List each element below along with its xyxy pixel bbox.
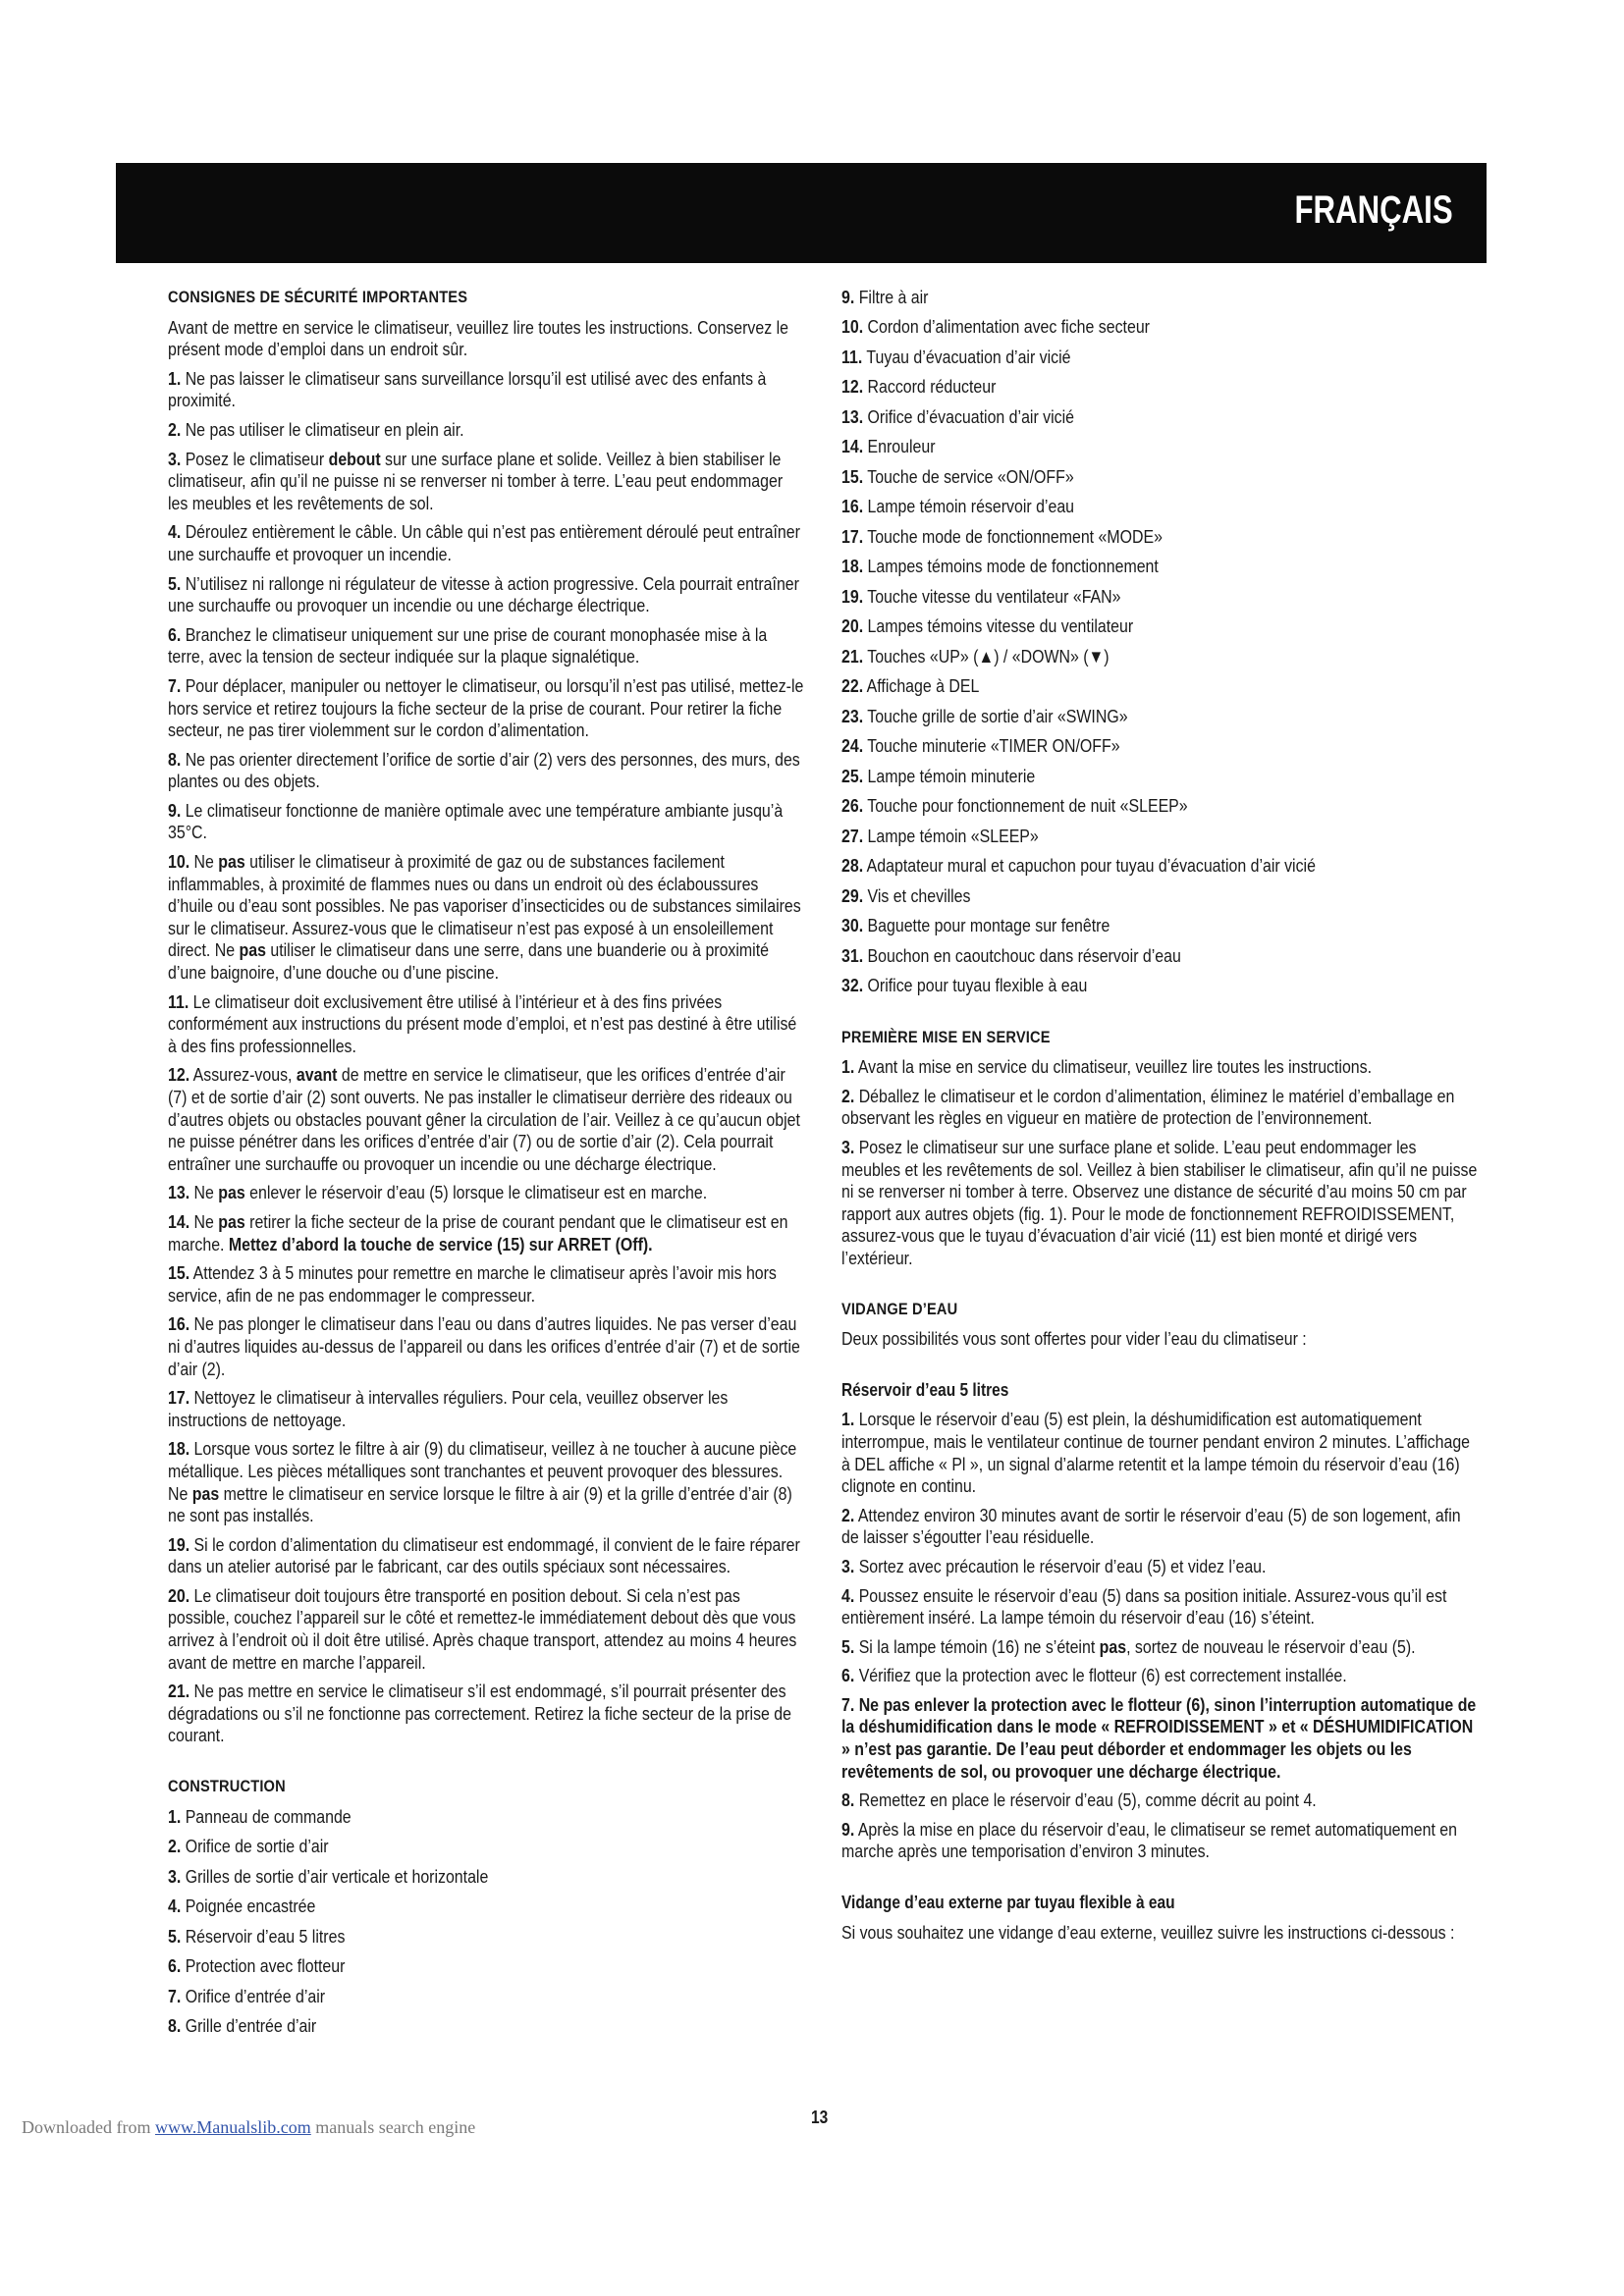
- construction-item: [841, 646, 1478, 668]
- item-text: Ne: [193, 851, 219, 873]
- item-text: Lampe témoin «SLEEP»: [867, 825, 1039, 846]
- item-text: sur une surface plane et solide. Veillez à bien stabiliser le climatiseur, afin qu’il ne puisse ni se renverser ni tomber à terre. L’eau peut endommager les meubles et les revêtements de sol.: [168, 448, 784, 513]
- construction-item: [841, 556, 1478, 578]
- item-text: Touche de service «ON/OFF»: [867, 465, 1074, 487]
- construction-item: [168, 1806, 804, 1829]
- item-number: 3.: [841, 1555, 855, 1576]
- item-text: Protection avec flotteur: [185, 1955, 346, 1977]
- item-text: Branchez le climatiseur uniquement sur une prise de courant monophasée mise à la terre, avec la tension de secteur indiquée sur la plaque signalétique.: [168, 623, 768, 667]
- safety-intro: Avant de mettre en service le climatiseur, veuillez lire toutes les instructions. Conservez le présent mode d’emploi dans un endroit sûr.: [168, 316, 788, 360]
- construction-item: [841, 526, 1478, 549]
- item-text: Raccord réducteur: [867, 376, 997, 398]
- item-number: 30.: [841, 915, 864, 936]
- item-text: Cordon d’alimentation avec fiche secteur: [867, 316, 1150, 338]
- item-number: 13.: [841, 405, 864, 427]
- language-title: FRANÇAIS: [1294, 188, 1453, 232]
- item-text: Pour déplacer, manipuler ou nettoyer le climatiseur, ou lorsqu’il n’est pas utilisé, mettez-le hors service et retirez toujours la fiche secteur de la prise de courant. Pour retirer la fiche secteur, ne pas tirer violemment sur le cordon d’alimentation.: [168, 674, 804, 741]
- item-text: Filtre à air: [858, 287, 929, 307]
- item-text: utiliser le climatiseur à proximité de gaz ou de substances facilement inflammables, à proximité de flammes nues ou dans un endroit où des éclaboussures d’huile ou d’eau sont possibles. Ne pas vaporiser d’insecticides ou de substances similaires sur le climatiseur. Assurez-vous que le climatiseur n’est pas exposé à un ensoleillement direct. Ne: [168, 851, 801, 961]
- item-text-bold: Ne pas enlever la protection avec le flotteur (6), sinon l’interruption automatique de la déshumidification dans le mode « REFROIDISSEMENT » et « DÉSHUMIDIFICATION » n’est pas garantie. De l’eau peut déborder et endommager les objets ou les revêtements de sol, ou provoquer une décharge électrique.: [841, 1693, 1477, 1782]
- page-number: 13: [811, 2108, 829, 2127]
- construction-item: [168, 1836, 804, 1858]
- item-number: 3.: [168, 1865, 182, 1887]
- item-number: 20.: [168, 1584, 190, 1606]
- tank-list: [841, 1409, 1480, 1863]
- item-number: 15.: [841, 465, 864, 487]
- item-text: Posez le climatiseur sur une surface plane et solide. L’eau peut endommager les meubles et les revêtements de sol. Veillez à bien stabiliser le climatiseur, afin qu’il ne puisse ni se renverser ni tomber à terre. Observez une distance de sécurité d’au moins 50 cm par rapport aux autres objets (fig. 1). Pour le mode de fonctionnement REFROIDISSEMENT, assurez-vous que le tuyau d’évacuation d’air vicié (11) est bien monté et dirigé vers l’extérieur.: [841, 1137, 1478, 1268]
- item-number: 14.: [841, 436, 864, 457]
- safety-item: [168, 675, 804, 742]
- item-text: Posez le climatiseur: [185, 448, 329, 469]
- item-number: 8.: [841, 1789, 855, 1811]
- item-text: Vérifiez que la protection avec le flotteur (6) est correctement installée.: [858, 1665, 1347, 1686]
- item-number: 7.: [168, 1985, 182, 2006]
- construction-item: [841, 466, 1478, 489]
- construction-item: [168, 1866, 804, 1889]
- item-number: 3.: [841, 1137, 855, 1157]
- item-text: Touche minuterie «TIMER ON/OFF»: [867, 735, 1120, 757]
- item-number: 27.: [841, 825, 864, 846]
- item-number: 29.: [841, 884, 864, 906]
- item-number: 1.: [841, 1409, 855, 1430]
- construction-item: [841, 376, 1478, 399]
- drain-title: VIDANGE D’EAU: [841, 1299, 958, 1318]
- safety-item: [168, 1313, 804, 1380]
- item-number: 22.: [841, 675, 864, 697]
- construction-item: [168, 1896, 804, 1918]
- footer-prefix: Downloaded from: [22, 2117, 155, 2137]
- safety-item: [168, 573, 804, 617]
- item-text: Ne pas plonger le climatiseur dans l’eau ou dans d’autres liquides. Ne pas verser d’eau ni d’autres liquides au-dessus de l’appareil ou dans les orifices d’entrée d’air (7) et de sortie d’air (2).: [168, 1313, 800, 1379]
- tank-title: Réservoir d’eau 5 litres: [841, 1379, 1009, 1400]
- construction-item: [841, 496, 1478, 518]
- item-text-bold: pas: [239, 939, 266, 961]
- item-text: Enrouleur: [867, 436, 936, 457]
- item-number: 19.: [841, 585, 864, 607]
- item-number: 12.: [168, 1064, 190, 1086]
- item-number: 2.: [841, 1504, 855, 1525]
- manualslib-link[interactable]: www.Manualslib.com: [154, 2117, 311, 2137]
- tank-item: [841, 1409, 1478, 1497]
- item-text: Poussez ensuite le réservoir d’eau (5) dans sa position initiale. Assurez-vous qu’il est entièrement inséré. La lampe témoin du réservoir d’eau (16) s’éteint.: [841, 1584, 1447, 1629]
- item-number: 16.: [168, 1313, 190, 1335]
- construction-list-continued: [841, 287, 1480, 997]
- item-number: 15.: [168, 1262, 190, 1284]
- item-text-bold: Mettez d’abord la touche de service (15) sur ARRET (Off).: [228, 1233, 653, 1255]
- item-number: 17.: [168, 1387, 190, 1409]
- item-number: 18.: [168, 1438, 190, 1460]
- tank-item: [841, 1556, 1478, 1578]
- item-text-bold: avant: [296, 1064, 338, 1086]
- item-text: Remettez en place le réservoir d’eau (5), comme décrit au point 4.: [858, 1789, 1317, 1811]
- first-use-list: [841, 1056, 1480, 1269]
- construction-item: [841, 795, 1478, 818]
- item-number: 4.: [168, 521, 182, 543]
- tank-item: [841, 1505, 1478, 1549]
- item-number: 31.: [841, 944, 864, 966]
- drain-intro: Deux possibilités vous sont offertes pour vider l’eau du climatiseur :: [841, 1328, 1307, 1350]
- item-number: 21.: [168, 1681, 190, 1702]
- item-number: 7.: [841, 1693, 855, 1715]
- item-text: Orifice de sortie d’air: [185, 1836, 329, 1857]
- item-text: Vis et chevilles: [867, 884, 971, 906]
- item-number: 2.: [168, 1836, 182, 1857]
- item-number: 32.: [841, 975, 864, 996]
- item-text: Attendez 3 à 5 minutes pour remettre en marche le climatiseur après l’avoir mis hors service, afin de ne pas endommager le compresseur.: [168, 1262, 777, 1306]
- item-text: Lampes témoins mode de fonctionnement: [867, 556, 1159, 577]
- item-text: Déroulez entièrement le câble. Un câble qui n’est pas entièrement déroulé peut entraîner une surchauffe et provoquer un incendie.: [168, 521, 800, 564]
- item-text-bold: pas: [218, 851, 245, 873]
- item-number: 5.: [168, 1925, 182, 1947]
- construction-item: [841, 826, 1478, 848]
- first-use-item: [841, 1137, 1478, 1270]
- item-text: utiliser le climatiseur dans une serre, dans une buanderie ou à proximité d’une baignoire, d’une douche ou d’une piscine.: [168, 939, 769, 984]
- item-text: Le climatiseur doit toujours être transporté en position debout. Si cela n’est pas possible, couchez l’appareil sur le côté et remettez-le immédiatement debout dès que vous arrivez à l’endroit où il doit être utilisé. Après chaque transport, attendez au moins 4 heures avant de mettre en marche l’appareil.: [168, 1584, 797, 1673]
- item-number: 9.: [168, 799, 182, 821]
- item-number: 14.: [168, 1210, 190, 1232]
- item-number: 7.: [168, 674, 182, 696]
- item-number: 20.: [841, 615, 864, 637]
- safety-item: [168, 1438, 804, 1526]
- safety-item: [168, 1681, 804, 1747]
- construction-item: [841, 347, 1478, 369]
- safety-item: [168, 800, 804, 844]
- construction-item: [841, 406, 1478, 429]
- item-text: Réservoir d’eau 5 litres: [185, 1925, 346, 1947]
- left-column: [168, 287, 806, 2046]
- construction-item: [841, 436, 1478, 458]
- item-number: 11.: [168, 990, 189, 1012]
- safety-item: [168, 851, 804, 985]
- safety-item: [168, 624, 804, 668]
- construction-item: [841, 675, 1478, 698]
- construction-item: [841, 615, 1478, 638]
- item-text-bold: pas: [1099, 1635, 1127, 1657]
- item-text: Nettoyez le climatiseur à intervalles réguliers. Pour cela, veuillez observer les instructions de nettoyage.: [168, 1387, 729, 1430]
- item-text: Déballez le climatiseur et le cordon d’alimentation, éliminez le matériel d’emballage en observant les règles en vigueur en matière de protection de l’environnement.: [841, 1085, 1455, 1129]
- item-number: 9.: [841, 1818, 855, 1840]
- item-number: 2.: [168, 418, 182, 440]
- safety-item: [168, 1534, 804, 1578]
- item-number: 4.: [168, 1896, 182, 1917]
- safety-item: [168, 521, 804, 565]
- item-text: Ne pas orienter directement l’orifice de sortie d’air (2) vers des personnes, des murs, des plantes ou des objets.: [168, 748, 800, 792]
- construction-item: [841, 316, 1478, 339]
- construction-item: [841, 706, 1478, 728]
- item-text: de mettre en service le climatiseur, que les orifices d’entrée d’air (7) et de sortie d’air (2) sont ouverts. Ne pas installer le climatiseur derrière des rideaux ou d’autres objets ou obstacles pouvant gêner la circulation de l’air. Veillez à ce qu’aucun objet ne puisse pénétrer dans les orifices d’entrée d’air (7) ou de sortie d’air (2). Cela pourrait entraîner une surchauffe ou provoquer un incendie ou une décharge électrique.: [168, 1064, 800, 1174]
- item-text: Lampe témoin réservoir d’eau: [867, 496, 1075, 517]
- item-number: 28.: [841, 855, 864, 877]
- construction-item: [168, 2015, 804, 2038]
- safety-item: [168, 368, 804, 412]
- item-number: 24.: [841, 735, 864, 757]
- construction-item: [841, 885, 1478, 908]
- construction-item: [841, 945, 1478, 968]
- construction-item: [841, 855, 1478, 878]
- item-text: Le climatiseur fonctionne de manière optimale avec une température ambiante jusqu’à 35°C.: [168, 799, 784, 843]
- item-number: 1.: [841, 1056, 855, 1078]
- safety-item: [168, 991, 804, 1058]
- item-text-bold: pas: [218, 1210, 245, 1232]
- item-text: Lampes témoins vitesse du ventilateur: [867, 615, 1134, 637]
- item-number: 5.: [168, 572, 182, 594]
- item-text: Ne: [193, 1210, 219, 1232]
- item-number: 18.: [841, 556, 864, 577]
- download-footer: [22, 2117, 475, 2138]
- item-number: 17.: [841, 525, 864, 547]
- item-text: Ne pas mettre en service le climatiseur s’il est endommagé, s’il pourrait présenter des dégradations ou s’il ne fonctionne pas correctement. Retirez la fiche secteur de la prise de courant.: [168, 1681, 791, 1746]
- item-text: Lorsque le réservoir d’eau (5) est plein, la déshumidification est automatiquement interrompue, mais le ventilateur continue de tourner pendant environ 2 minutes. L’affichage à DEL affiche « Pl », un signal d’alarme retentit et la lampe témoin du réservoir d’eau (16) clignote en continu.: [841, 1409, 1471, 1497]
- item-number: 12.: [841, 376, 864, 398]
- construction-item: [168, 1955, 804, 1978]
- safety-item: [168, 449, 804, 515]
- first-use-item: [841, 1086, 1478, 1130]
- construction-item: [841, 586, 1478, 609]
- item-text: retirer la fiche secteur de la prise de courant pendant que le climatiseur est en marche.: [168, 1210, 788, 1255]
- first-use-item: [841, 1056, 1478, 1079]
- safety-item: [168, 749, 804, 793]
- item-number: 6.: [841, 1665, 855, 1686]
- safety-item: [168, 419, 804, 442]
- safety-title: CONSIGNES DE SÉCURITÉ IMPORTANTES: [168, 288, 468, 306]
- item-number: 2.: [841, 1085, 855, 1106]
- item-text: Avant la mise en service du climatiseur, veuillez lire toutes les instructions.: [857, 1056, 1373, 1078]
- item-text: enlever le réservoir d’eau (5) lorsque le climatiseur est en marche.: [244, 1182, 708, 1203]
- item-text: Touche vitesse du ventilateur «FAN»: [867, 585, 1121, 607]
- item-text: Touche mode de fonctionnement «MODE»: [867, 525, 1163, 547]
- safety-item: [168, 1211, 804, 1255]
- construction-item: [841, 766, 1478, 788]
- tank-item: [841, 1636, 1478, 1659]
- external-drain-text: Si vous souhaitez une vidange d’eau externe, veuillez suivre les instructions ci-dessous :: [841, 1921, 1455, 1943]
- item-number: 5.: [841, 1635, 855, 1657]
- item-text: Attendez environ 30 minutes avant de sortir le réservoir d’eau (5) de son logement, afin de laisser s’égoutter l’eau résiduelle.: [841, 1504, 1461, 1548]
- item-text: Grilles de sortie d’air verticale et horizontale: [185, 1865, 489, 1887]
- item-text-bold: debout: [328, 448, 381, 469]
- first-use-title: PREMIÈRE MISE EN SERVICE: [841, 1027, 1051, 1046]
- item-text: Touches «UP» (▲) / «DOWN» (▼): [867, 645, 1110, 667]
- item-text: Ne: [193, 1182, 219, 1203]
- construction-item: [841, 287, 1478, 309]
- item-text: Sortez avec précaution le réservoir d’eau (5) et videz l’eau.: [858, 1555, 1267, 1576]
- item-text: Baguette pour montage sur fenêtre: [867, 915, 1110, 936]
- item-text: Lampe témoin minuterie: [867, 765, 1036, 786]
- item-number: 21.: [841, 645, 864, 667]
- item-text: Adaptateur mural et capuchon pour tuyau d’évacuation d’air vicié: [866, 855, 1316, 877]
- safety-item: [168, 1064, 804, 1175]
- safety-item: [168, 1262, 804, 1307]
- tank-item: [841, 1665, 1478, 1687]
- item-text: Lorsque vous sortez le filtre à air (9) du climatiseur, veillez à ne toucher à aucune pièce métallique. Les pièces métalliques sont tranchantes et peuvent provoquer des blessures. Ne: [168, 1438, 797, 1504]
- item-text-bold: pas: [191, 1482, 220, 1504]
- tank-item: [841, 1819, 1478, 1863]
- construction-list: [168, 1806, 806, 2038]
- item-text: Orifice pour tuyau flexible à eau: [867, 975, 1088, 996]
- item-number: 1.: [168, 367, 182, 389]
- construction-item: [841, 735, 1478, 758]
- footer-suffix: manuals search engine: [310, 2117, 476, 2137]
- item-text: Affichage à DEL: [866, 675, 980, 697]
- item-number: 8.: [168, 748, 182, 770]
- item-text: Panneau de commande: [185, 1805, 352, 1827]
- item-text: Orifice d’entrée d’air: [185, 1985, 326, 2006]
- item-text: , sortez de nouveau le réservoir d’eau (5).: [1126, 1635, 1416, 1657]
- item-number: 16.: [841, 496, 864, 517]
- item-text: Si le cordon d’alimentation du climatiseur est endommagé, il convient de le faire réparer dans un atelier autorisé par le fabricant, car des outils spéciaux sont nécessaires.: [168, 1533, 800, 1577]
- external-drain-title: Vidange d’eau externe par tuyau flexible à eau: [841, 1893, 1175, 1913]
- tank-item: [841, 1789, 1478, 1812]
- item-text-bold: pas: [218, 1182, 245, 1203]
- item-text: Bouchon en caoutchouc dans réservoir d’eau: [867, 944, 1181, 966]
- item-number: 19.: [168, 1533, 190, 1555]
- item-number: 10.: [841, 316, 864, 338]
- construction-item: [841, 975, 1478, 997]
- item-number: 4.: [841, 1584, 855, 1606]
- item-text: Le climatiseur doit exclusivement être utilisé à l’intérieur et à des fins privées conformément aux instructions du présent mode d’emploi, et n’est pas destiné à être utilisé à des fins professionnelles.: [168, 990, 797, 1056]
- item-text: Grille d’entrée d’air: [185, 2015, 317, 2037]
- item-number: 26.: [841, 795, 864, 817]
- item-text: Orifice d’évacuation d’air vicié: [867, 405, 1074, 427]
- right-column: [841, 287, 1480, 1950]
- item-text: Ne pas laisser le climatiseur sans surveillance lorsqu’il est utilisé avec des enfants à proximité.: [168, 367, 767, 411]
- item-number: 10.: [168, 851, 190, 873]
- item-text: Après la mise en place du réservoir d’eau, le climatiseur se remet automatiquement en marche après une temporisation d’environ 3 minutes.: [841, 1818, 1458, 1862]
- construction-item: [168, 1926, 804, 1949]
- item-number: 11.: [841, 346, 863, 367]
- tank-item: [841, 1694, 1478, 1783]
- item-number: 6.: [168, 623, 182, 645]
- item-number: 13.: [168, 1182, 190, 1203]
- tank-item: [841, 1585, 1478, 1629]
- construction-title: CONSTRUCTION: [168, 1777, 286, 1796]
- item-text: Poignée encastrée: [185, 1896, 316, 1917]
- safety-item: [168, 1387, 804, 1431]
- construction-item: [841, 915, 1478, 937]
- item-number: 1.: [168, 1805, 182, 1827]
- item-text: Touche pour fonctionnement de nuit «SLEEP»: [867, 795, 1188, 817]
- safety-item: [168, 1182, 804, 1204]
- item-text: Assurez-vous,: [192, 1064, 297, 1086]
- safety-item: [168, 1585, 804, 1674]
- safety-list: [168, 368, 806, 1747]
- item-number: 23.: [841, 705, 864, 726]
- item-text: mettre le climatiseur en service lorsque le filtre à air (9) et la grille d’entrée d’air (8) ne sont pas installés.: [168, 1482, 792, 1526]
- item-text: Touche grille de sortie d’air «SWING»: [867, 705, 1128, 726]
- item-text: Si la lampe témoin (16) ne s’éteint: [858, 1635, 1100, 1657]
- item-text: Ne pas utiliser le climatiseur en plein air.: [185, 418, 464, 440]
- item-number: 9.: [841, 287, 855, 307]
- construction-item: [168, 1986, 804, 2008]
- item-text: N’utilisez ni rallonge ni régulateur de vitesse à action progressive. Cela pourrait entraîner une surchauffe ou provoquer un incendie ou une décharge électrique.: [168, 572, 799, 616]
- item-number: 6.: [168, 1955, 182, 1977]
- item-number: 3.: [168, 448, 182, 469]
- item-number: 25.: [841, 765, 864, 786]
- item-text: Tuyau d’évacuation d’air vicié: [866, 346, 1071, 367]
- item-number: 8.: [168, 2015, 182, 2037]
- language-header-bar: [116, 163, 1487, 263]
